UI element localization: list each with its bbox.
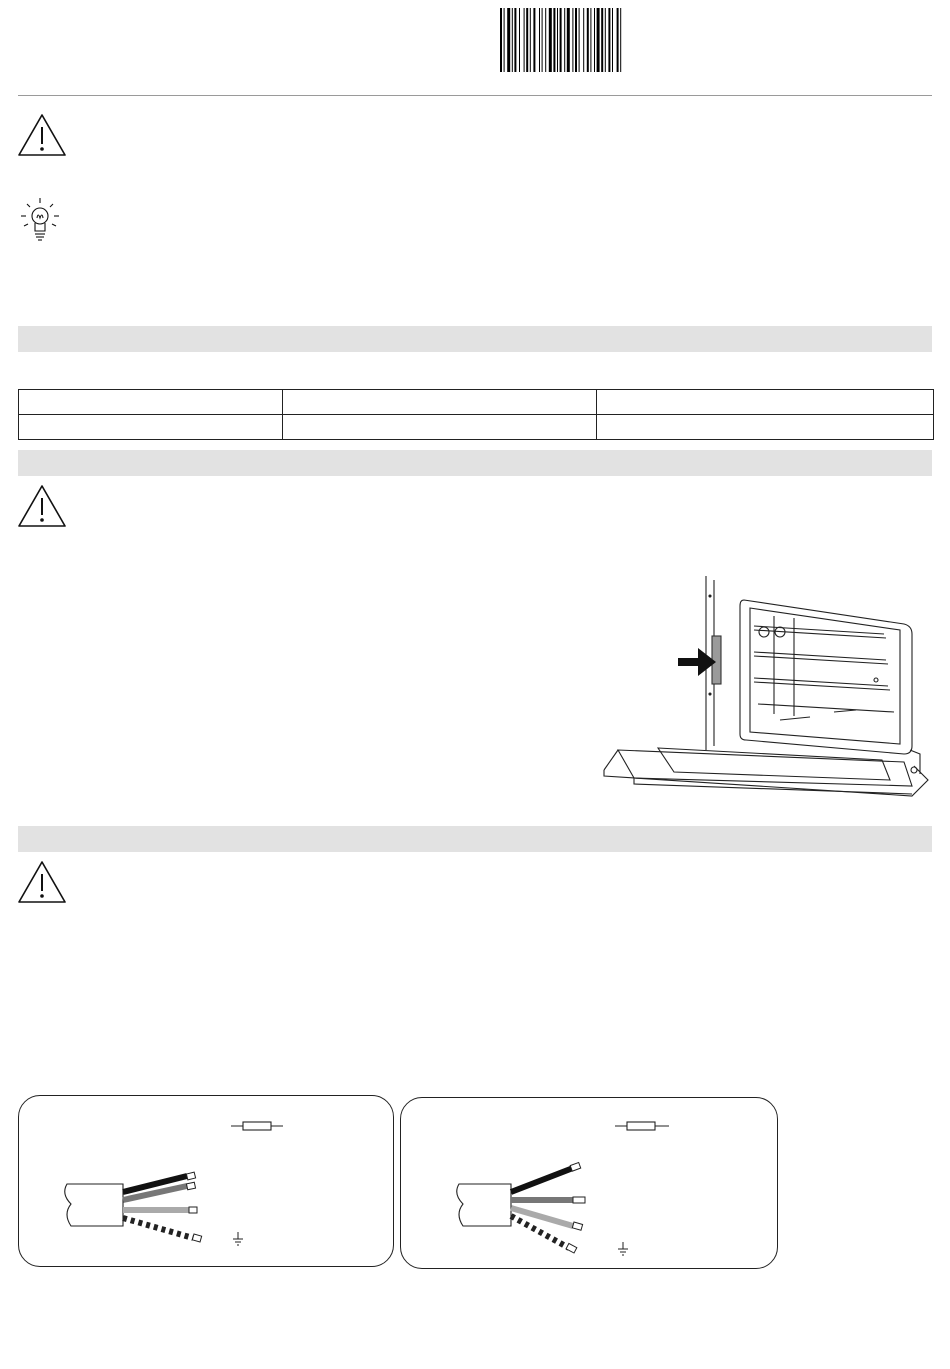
oven-open-door-illustration <box>594 574 934 814</box>
table-cell <box>283 415 597 440</box>
header-divider <box>18 95 932 96</box>
section-header-1 <box>18 326 932 352</box>
table-cell <box>19 415 283 440</box>
table-cell <box>283 390 597 415</box>
lightbulb-icon <box>16 196 64 248</box>
table-row <box>19 415 934 440</box>
wiring-panel-right <box>400 1097 778 1269</box>
table-cell <box>19 390 283 415</box>
warning-icon <box>17 860 67 904</box>
section-header-3 <box>18 826 932 852</box>
warning-icon <box>17 484 67 528</box>
table-row <box>19 390 934 415</box>
section-header-2 <box>18 450 932 476</box>
warning-icon <box>17 113 67 157</box>
four-wire-cable-diagram-alt <box>401 1098 777 1268</box>
barcode <box>498 8 678 72</box>
four-wire-cable-diagram <box>19 1096 393 1266</box>
table-cell <box>597 415 934 440</box>
spec-table <box>18 389 934 440</box>
wiring-panel-left <box>18 1095 394 1267</box>
table-cell <box>597 390 934 415</box>
